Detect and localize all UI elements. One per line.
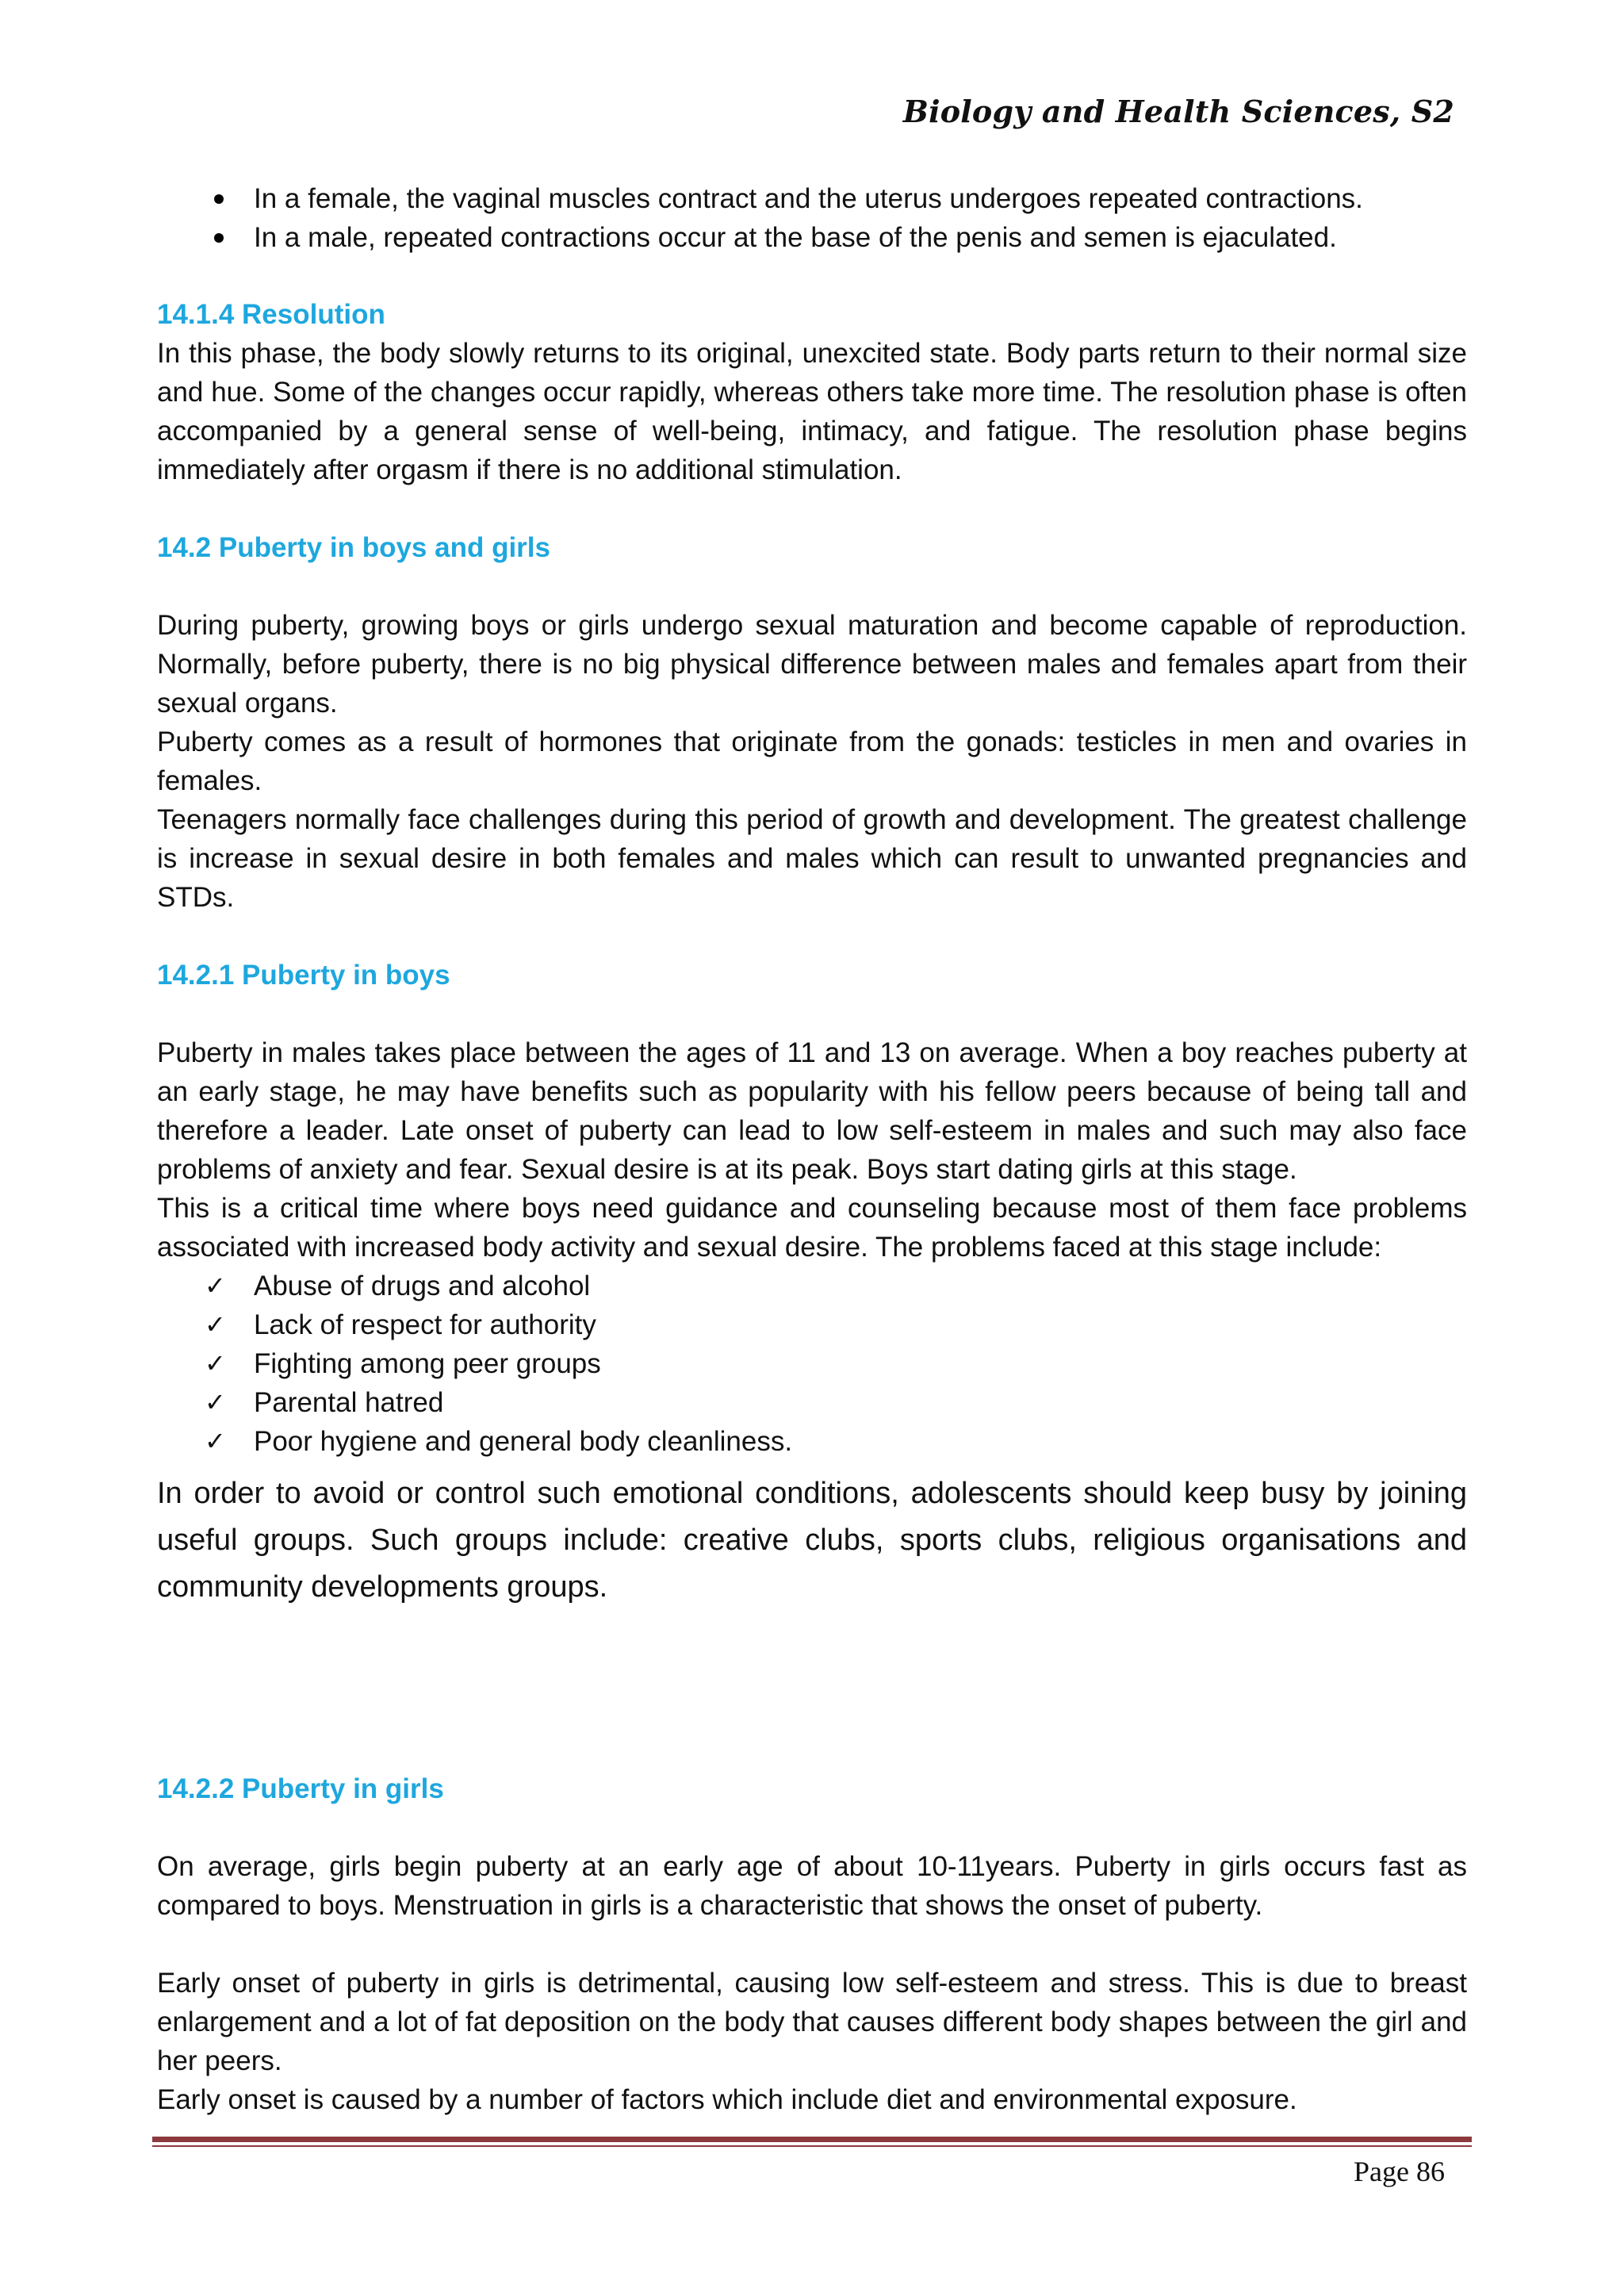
boys-paragraph: This is a critical time where boys need guidance and counseling because most of them face problems associated with increased body activity and sexual desire. The problems faced at this stage include: <box>157 1193 1467 1263</box>
list-item: In a male, repeated contractions occur at the base of the penis and semen is ejaculated. <box>157 218 1467 257</box>
boys-closing-paragraph: In order to avoid or control such emotional conditions, adolescents should keep busy by joining useful groups. Such groups include: creative clubs, sports clubs, religious organisations and community developments groups. <box>157 1477 1467 1604</box>
list-item-label: Fighting among peer groups <box>254 1348 601 1379</box>
section-heading-boys: 14.2.1 Puberty in boys <box>157 960 450 991</box>
list-item-label: Abuse of drugs and alcohol <box>254 1271 591 1301</box>
list-item-label: Poor hygiene and general body cleanliness. <box>254 1426 793 1457</box>
girls-paragraph: Early onset is caused by a number of factors which include diet and environmental exposure. <box>157 2084 1297 2115</box>
list-item <box>157 1383 1467 1422</box>
list-item <box>157 1267 1467 1305</box>
boys-paragraph: Puberty in males takes place between the ages of 11 and 13 on average. When a boy reaches puberty at an early stage, he may have benefits such as popularity with his fellow peers because of being tall and therefore a leader. Late onset of puberty can lead to low self-esteem in males and such may also face problems of anxiety and fear. Sexual desire is at its peak. Boys start dating girls at this stage. <box>157 1037 1467 1185</box>
resolution-paragraph: In this phase, the body slowly returns to its original, unexcited state. Body parts return to their normal size and hue. Some of the changes occur rapidly, whereas others take more time. The resolution phase is often accompanied by a general sense of well-being, intimacy, and fatigue. The resolution phase begins immediately after orgasm if there is no additional stimulation. <box>157 338 1467 485</box>
list-item <box>157 1305 1467 1344</box>
list-item-label: Lack of respect for authority <box>254 1309 596 1340</box>
check-icon: ✓ <box>205 1426 226 1456</box>
running-header: Biology and Health Sciences, S2 <box>902 94 1454 129</box>
list-item <box>157 1422 1467 1461</box>
check-icon: ✓ <box>205 1387 226 1417</box>
girls-paragraph: On average, girls begin puberty at an early age of about 10-11years. Puberty in girls occurs fast as compared to boys. Menstruation in girls is a characteristic that shows the onset of puberty. <box>157 1851 1467 1921</box>
check-icon: ✓ <box>205 1271 226 1301</box>
puberty-paragraph: Teenagers normally face challenges during this period of growth and development. The greatest challenge is increase in sexual desire in both females and males which can result to unwanted pregnancies and STDs. <box>157 804 1467 913</box>
check-icon: ✓ <box>205 1309 226 1340</box>
puberty-paragraph: During puberty, growing boys or girls undergo sexual maturation and become capable of reproduction. Normally, before puberty, there is no big physical difference between males and females apart from their sexual organs. <box>157 610 1467 719</box>
girls-paragraph: Early onset of puberty in girls is detrimental, causing low self-esteem and stress. This is due to breast enlargement and a lot of fat deposition on the body that causes different body shapes between the girl and her peers. <box>157 1968 1467 2076</box>
problems-checklist <box>157 1267 1467 1461</box>
section-heading-puberty: 14.2 Puberty in boys and girls <box>157 532 550 563</box>
list-item <box>157 1344 1467 1383</box>
section-heading-resolution: 14.1.4 Resolution <box>157 299 385 330</box>
footer-divider <box>152 2137 1472 2147</box>
page-number: Page 86 <box>1354 2156 1445 2187</box>
puberty-paragraph: Puberty comes as a result of hormones that originate from the gonads: testicles in men and ovaries in females. <box>157 726 1467 796</box>
list-item-label: Parental hatred <box>254 1387 444 1418</box>
check-icon: ✓ <box>205 1348 226 1378</box>
section-heading-girls: 14.2.2 Puberty in girls <box>157 1773 444 1804</box>
page-content <box>157 179 1467 2119</box>
orgasm-bullet-list <box>157 179 1467 257</box>
list-item: In a female, the vaginal muscles contract and the uterus undergoes repeated contractions. <box>157 179 1467 218</box>
